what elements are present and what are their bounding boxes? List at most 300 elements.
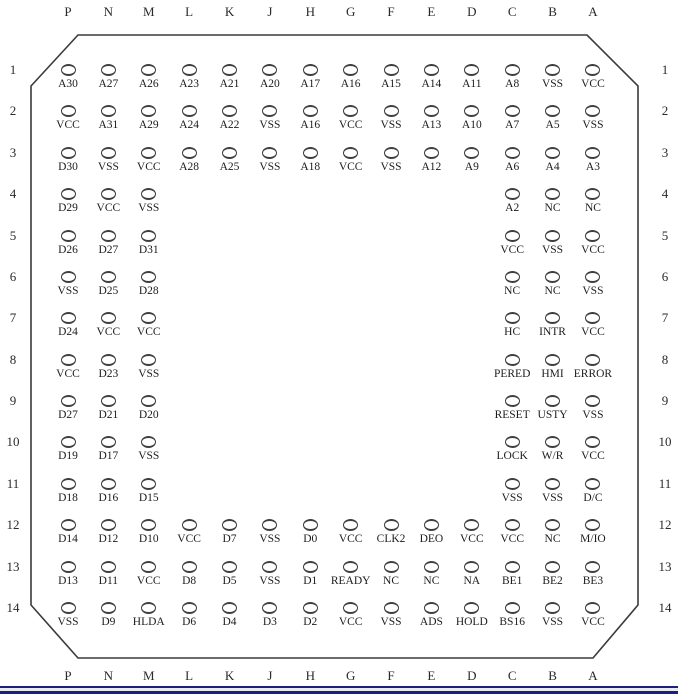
pin-G13 — [329, 561, 373, 587]
pin-C3 — [490, 147, 534, 173]
pin-F2 — [369, 105, 413, 131]
pin-hole-icon — [464, 105, 479, 117]
pin-label: D1 — [303, 574, 318, 587]
row-label-right-1: 1 — [661, 62, 669, 77]
pin-hole-icon — [101, 312, 116, 324]
column-label-bottom-L: L — [185, 668, 194, 683]
pin-K3 — [208, 147, 252, 173]
pin-hole-icon — [585, 271, 600, 283]
pin-label: A20 — [259, 78, 280, 90]
pin-M1 — [127, 64, 171, 90]
column-label-top-E: E — [427, 4, 436, 19]
pin-P8 — [46, 354, 90, 380]
pin-label: D9 — [101, 615, 116, 628]
pin-hole-icon — [222, 64, 237, 76]
pin-hole-icon — [262, 105, 277, 117]
pin-P14 — [46, 602, 90, 628]
pin-M6 — [127, 271, 171, 297]
pin-B3 — [531, 147, 575, 173]
column-label-top-C: C — [507, 4, 517, 19]
pin-D13 — [450, 561, 494, 587]
pin-hole-icon — [545, 312, 560, 324]
pin-label: VCC — [500, 243, 524, 256]
pin-label: D/C — [583, 491, 603, 504]
pin-label: NC — [423, 574, 440, 587]
pin-N1 — [86, 64, 130, 90]
pin-hole-icon — [585, 519, 600, 531]
pin-P1 — [46, 64, 90, 90]
pin-hole-icon — [343, 64, 358, 76]
pin-label: A10 — [461, 119, 482, 132]
pin-hole-icon — [61, 312, 76, 324]
pin-label: D31 — [138, 243, 159, 256]
column-label-bottom-A: A — [588, 668, 598, 683]
pin-L12 — [167, 519, 211, 545]
pin-hole-icon — [61, 478, 76, 490]
pin-label: A31 — [98, 119, 119, 132]
pin-hole-icon — [101, 147, 116, 159]
pin-label: A11 — [462, 78, 482, 90]
pin-hole-icon — [545, 188, 560, 200]
pin-G2 — [329, 105, 373, 131]
pin-M5 — [127, 230, 171, 256]
pin-B11 — [531, 478, 575, 504]
pin-hole-icon — [424, 602, 439, 614]
pin-hole-icon — [61, 602, 76, 614]
row-label-left-12: 12 — [6, 517, 20, 533]
pin-M3 — [127, 147, 171, 173]
pin-B9 — [531, 395, 575, 421]
pin-label: HC — [504, 326, 521, 339]
pin-hole-icon — [384, 602, 399, 614]
pin-A2 — [571, 105, 615, 131]
pin-M7 — [127, 312, 171, 338]
pin-label: NC — [383, 574, 400, 587]
pin-C4 — [490, 188, 534, 214]
pin-hole-icon — [545, 105, 560, 117]
pin-F14 — [369, 602, 413, 628]
pin-F13 — [369, 561, 413, 587]
pin-label: HMI — [541, 367, 564, 380]
pin-P13 — [46, 561, 90, 587]
pin-P12 — [46, 519, 90, 545]
pin-hole-icon — [343, 519, 358, 531]
pin-hole-icon — [262, 561, 277, 573]
pin-hole-icon — [303, 147, 318, 159]
pin-M11 — [127, 478, 171, 504]
pin-hole-icon — [424, 561, 439, 573]
pin-hole-icon — [505, 230, 520, 242]
pin-E1 — [409, 64, 453, 90]
pin-L14 — [167, 602, 211, 628]
pin-A3 — [571, 147, 615, 173]
pin-hole-icon — [343, 561, 358, 573]
pin-M12 — [127, 519, 171, 545]
column-label-bottom-J: J — [267, 668, 273, 683]
pin-label: BE3 — [582, 574, 604, 587]
pin-label: VSS — [541, 491, 564, 504]
pin-D3 — [450, 147, 494, 173]
pin-P11 — [46, 478, 90, 504]
pin-label: CLK2 — [376, 533, 406, 546]
pin-K12 — [208, 519, 252, 545]
column-label-top-B: B — [548, 4, 557, 19]
pin-A14 — [571, 602, 615, 628]
pin-hole-icon — [262, 602, 277, 614]
pin-hole-icon — [182, 519, 197, 531]
row-label-left-10: 10 — [6, 434, 20, 450]
pin-hole-icon — [505, 354, 520, 366]
pin-hole-icon — [424, 147, 439, 159]
pin-D1 — [450, 64, 494, 90]
pin-hole-icon — [182, 105, 197, 117]
pin-label: A30 — [58, 78, 78, 90]
pin-label: ADS — [419, 615, 443, 628]
column-label-bottom-N: N — [103, 668, 114, 683]
pin-label: D26 — [58, 243, 78, 256]
pin-label: A24 — [179, 119, 200, 132]
pin-label: VCC — [338, 533, 363, 546]
pin-M14 — [127, 602, 171, 628]
row-label-right-4: 4 — [661, 186, 669, 202]
pin-M8 — [127, 354, 171, 380]
pin-label: A13 — [421, 119, 442, 132]
pin-hole-icon — [505, 436, 520, 448]
pin-label: D7 — [222, 533, 237, 546]
pin-M2 — [127, 105, 171, 131]
pin-label: ERROR — [573, 367, 613, 380]
pin-label: BE2 — [542, 574, 563, 587]
pin-hole-icon — [141, 64, 156, 76]
pin-label: M/IO — [580, 533, 606, 546]
pin-label: D3 — [262, 615, 277, 628]
pin-A9 — [571, 395, 615, 421]
pin-label: VSS — [541, 243, 564, 256]
pin-A7 — [571, 312, 615, 338]
row-label-left-2: 2 — [9, 103, 17, 119]
pin-label: A6 — [505, 160, 520, 173]
pin-hole-icon — [505, 602, 520, 614]
pin-label: DEO — [419, 533, 444, 546]
column-label-top-D: D — [467, 4, 477, 19]
row-label-left-13: 13 — [6, 558, 20, 574]
pin-hole-icon — [505, 147, 520, 159]
pin-hole-icon — [61, 354, 76, 366]
pin-label: D20 — [138, 409, 159, 422]
pin-label: VSS — [138, 367, 160, 380]
pin-label: D8 — [182, 574, 197, 587]
pin-hole-icon — [61, 271, 76, 283]
pin-label: A18 — [300, 160, 321, 173]
pin-label: A21 — [219, 78, 240, 90]
pin-label: USTY — [537, 409, 568, 422]
column-label-bottom-C: C — [507, 668, 517, 683]
pin-label: VCC — [338, 160, 363, 173]
pin-hole-icon — [141, 312, 156, 324]
pin-hole-icon — [343, 602, 358, 614]
row-label-right-6: 6 — [661, 268, 669, 284]
pin-hole-icon — [545, 271, 560, 283]
pin-D14 — [450, 602, 494, 628]
pin-hole-icon — [61, 395, 76, 407]
row-label-right-2: 2 — [661, 103, 669, 119]
pin-label: A5 — [545, 119, 560, 132]
pin-hole-icon — [384, 105, 399, 117]
pin-label: A17 — [300, 78, 321, 90]
pin-label: A12 — [421, 160, 442, 173]
pin-A13 — [571, 561, 615, 587]
pin-label: A9 — [464, 160, 479, 173]
pin-C9 — [490, 395, 534, 421]
pin-label: VCC — [96, 202, 121, 215]
pin-hole-icon — [545, 561, 560, 573]
pin-label: VSS — [57, 284, 79, 297]
row-label-left-8: 8 — [9, 351, 17, 367]
pin-hole-icon — [545, 230, 560, 242]
pin-label: VCC — [500, 533, 524, 546]
pin-label: VSS — [541, 78, 564, 90]
pin-E3 — [409, 147, 453, 173]
pin-hole-icon — [141, 561, 156, 573]
column-label-top-K: K — [224, 4, 235, 19]
pin-hole-icon — [141, 230, 156, 242]
pin-N2 — [86, 105, 130, 131]
pin-C8 — [490, 354, 534, 380]
pin-P4 — [46, 188, 90, 214]
pin-label: NC — [544, 284, 561, 297]
pin-J2 — [248, 105, 292, 131]
pin-K1 — [208, 64, 252, 90]
pin-label: VCC — [581, 78, 605, 90]
pin-hole-icon — [141, 147, 156, 159]
pin-hole-icon — [384, 64, 399, 76]
pin-hole-icon — [61, 230, 76, 242]
pin-label: VSS — [501, 491, 523, 504]
pin-B12 — [531, 519, 575, 545]
pin-label: VCC — [338, 119, 363, 132]
pin-H14 — [288, 602, 332, 628]
pin-label: VCC — [581, 615, 605, 628]
pin-A6 — [571, 271, 615, 297]
pin-label: D24 — [58, 326, 78, 339]
pin-N13 — [86, 561, 130, 587]
column-label-bottom-F: F — [387, 668, 395, 683]
pin-hole-icon — [545, 602, 560, 614]
pin-label: VSS — [380, 119, 402, 132]
pin-label: VSS — [57, 615, 79, 628]
row-label-left-7: 7 — [9, 310, 17, 326]
pin-hole-icon — [141, 354, 156, 366]
pin-F1 — [369, 64, 413, 90]
pin-A10 — [571, 436, 615, 462]
pin-label: A26 — [138, 78, 159, 90]
pin-label: D15 — [138, 491, 159, 504]
row-label-left-4: 4 — [9, 186, 17, 202]
pin-hole-icon — [505, 519, 520, 531]
pin-P2 — [46, 105, 90, 131]
pin-hole-icon — [545, 519, 560, 531]
pin-hole-icon — [585, 561, 600, 573]
column-label-bottom-H: H — [305, 668, 315, 683]
pin-hole-icon — [585, 395, 600, 407]
pin-J13 — [248, 561, 292, 587]
pin-J1 — [248, 64, 292, 90]
pin-A1 — [571, 64, 615, 90]
pin-hole-icon — [585, 436, 600, 448]
pin-K2 — [208, 105, 252, 131]
pin-label: VSS — [138, 202, 160, 215]
pin-label: VSS — [259, 533, 281, 546]
pin-hole-icon — [182, 64, 197, 76]
pin-C10 — [490, 436, 534, 462]
pin-hole-icon — [101, 188, 116, 200]
pin-C5 — [490, 230, 534, 256]
column-label-bottom-D: D — [467, 668, 477, 683]
pin-label: VSS — [97, 160, 119, 173]
pin-hole-icon — [61, 64, 76, 76]
pin-J3 — [248, 147, 292, 173]
pin-hole-icon — [303, 602, 318, 614]
pin-label: VSS — [259, 119, 281, 132]
pin-label: D0 — [303, 533, 318, 546]
pin-hole-icon — [61, 147, 76, 159]
pin-label: NA — [463, 574, 481, 587]
pin-label: A23 — [179, 78, 200, 90]
pin-hole-icon — [222, 561, 237, 573]
pin-hole-icon — [303, 561, 318, 573]
pin-label: VCC — [581, 243, 605, 256]
pin-hole-icon — [464, 519, 479, 531]
pin-C2 — [490, 105, 534, 131]
row-label-right-13: 13 — [658, 558, 672, 574]
row-label-left-1: 1 — [9, 62, 17, 77]
pin-label: A22 — [219, 119, 240, 132]
pin-hole-icon — [101, 64, 116, 76]
pin-label: A4 — [545, 160, 560, 173]
pin-label: READY — [330, 574, 371, 587]
pin-label: VCC — [56, 119, 80, 132]
pin-B5 — [531, 230, 575, 256]
column-label-bottom-P: P — [64, 668, 72, 683]
pin-label: D16 — [98, 491, 119, 504]
pin-label: VSS — [541, 615, 564, 628]
pin-label: VSS — [582, 119, 604, 132]
pin-label: A27 — [98, 78, 119, 90]
pin-F3 — [369, 147, 413, 173]
pin-label: A29 — [138, 119, 159, 132]
pin-label: D2 — [303, 615, 318, 628]
pin-label: RESET — [494, 409, 530, 422]
pin-label: VCC — [581, 450, 605, 463]
pin-A11 — [571, 478, 615, 504]
pin-label: LOCK — [496, 450, 528, 463]
row-label-right-14: 14 — [658, 599, 672, 615]
pin-L3 — [167, 147, 211, 173]
pin-M10 — [127, 436, 171, 462]
pin-B13 — [531, 561, 575, 587]
pin-label: D17 — [98, 450, 119, 463]
pin-label: VCC — [136, 160, 161, 173]
pin-hole-icon — [384, 519, 399, 531]
row-label-right-10: 10 — [658, 434, 672, 450]
pin-hole-icon — [61, 519, 76, 531]
pin-C12 — [490, 519, 534, 545]
pin-hole-icon — [545, 395, 560, 407]
pin-hole-icon — [464, 147, 479, 159]
pin-B8 — [531, 354, 575, 380]
pin-B2 — [531, 105, 575, 131]
pin-hole-icon — [505, 271, 520, 283]
pin-hole-icon — [101, 105, 116, 117]
pin-label: D30 — [58, 160, 78, 173]
pin-G1 — [329, 64, 373, 90]
pin-hole-icon — [343, 105, 358, 117]
pin-label: VSS — [380, 615, 402, 628]
pin-label: VCC — [56, 367, 80, 380]
pin-hole-icon — [545, 354, 560, 366]
pin-hole-icon — [585, 478, 600, 490]
pin-label: VCC — [338, 615, 363, 628]
column-label-bottom-K: K — [224, 668, 235, 683]
pin-label: A16 — [300, 119, 321, 132]
pin-hole-icon — [303, 519, 318, 531]
pin-N5 — [86, 230, 130, 256]
pin-label: A2 — [505, 202, 520, 215]
pin-label: D5 — [222, 574, 237, 587]
pin-hole-icon — [464, 64, 479, 76]
row-label-right-11: 11 — [658, 475, 672, 491]
pin-B4 — [531, 188, 575, 214]
pin-hole-icon — [262, 64, 277, 76]
pin-N10 — [86, 436, 130, 462]
pin-hole-icon — [141, 395, 156, 407]
row-label-left-6: 6 — [9, 268, 17, 284]
pin-E14 — [409, 602, 453, 628]
pin-B6 — [531, 271, 575, 297]
pin-label: D14 — [58, 533, 78, 546]
pin-A8 — [571, 354, 615, 380]
pin-N6 — [86, 271, 130, 297]
column-label-bottom-E: E — [427, 668, 436, 683]
pin-D12 — [450, 519, 494, 545]
pin-P3 — [46, 147, 90, 173]
pin-hole-icon — [424, 64, 439, 76]
pin-label: D13 — [58, 574, 78, 587]
pin-B14 — [531, 602, 575, 628]
pin-label: VCC — [459, 533, 484, 546]
pin-label: BE1 — [501, 574, 523, 587]
pin-label: BS16 — [499, 615, 525, 628]
pin-N3 — [86, 147, 130, 173]
pin-hole-icon — [101, 271, 116, 283]
row-label-left-5: 5 — [9, 227, 17, 243]
pin-G3 — [329, 147, 373, 173]
pin-E12 — [409, 519, 453, 545]
pin-hole-icon — [585, 602, 600, 614]
pin-label: A15 — [381, 78, 401, 90]
pin-hole-icon — [303, 105, 318, 117]
pin-C1 — [490, 64, 534, 90]
pin-label: A16 — [340, 78, 361, 90]
pin-label: NC — [544, 202, 561, 215]
pin-C7 — [490, 312, 534, 338]
pin-label: D6 — [182, 615, 197, 628]
pin-label: VSS — [259, 574, 281, 587]
pin-hole-icon — [585, 188, 600, 200]
pin-K14 — [208, 602, 252, 628]
column-label-top-P: P — [64, 4, 72, 19]
pin-H12 — [288, 519, 332, 545]
